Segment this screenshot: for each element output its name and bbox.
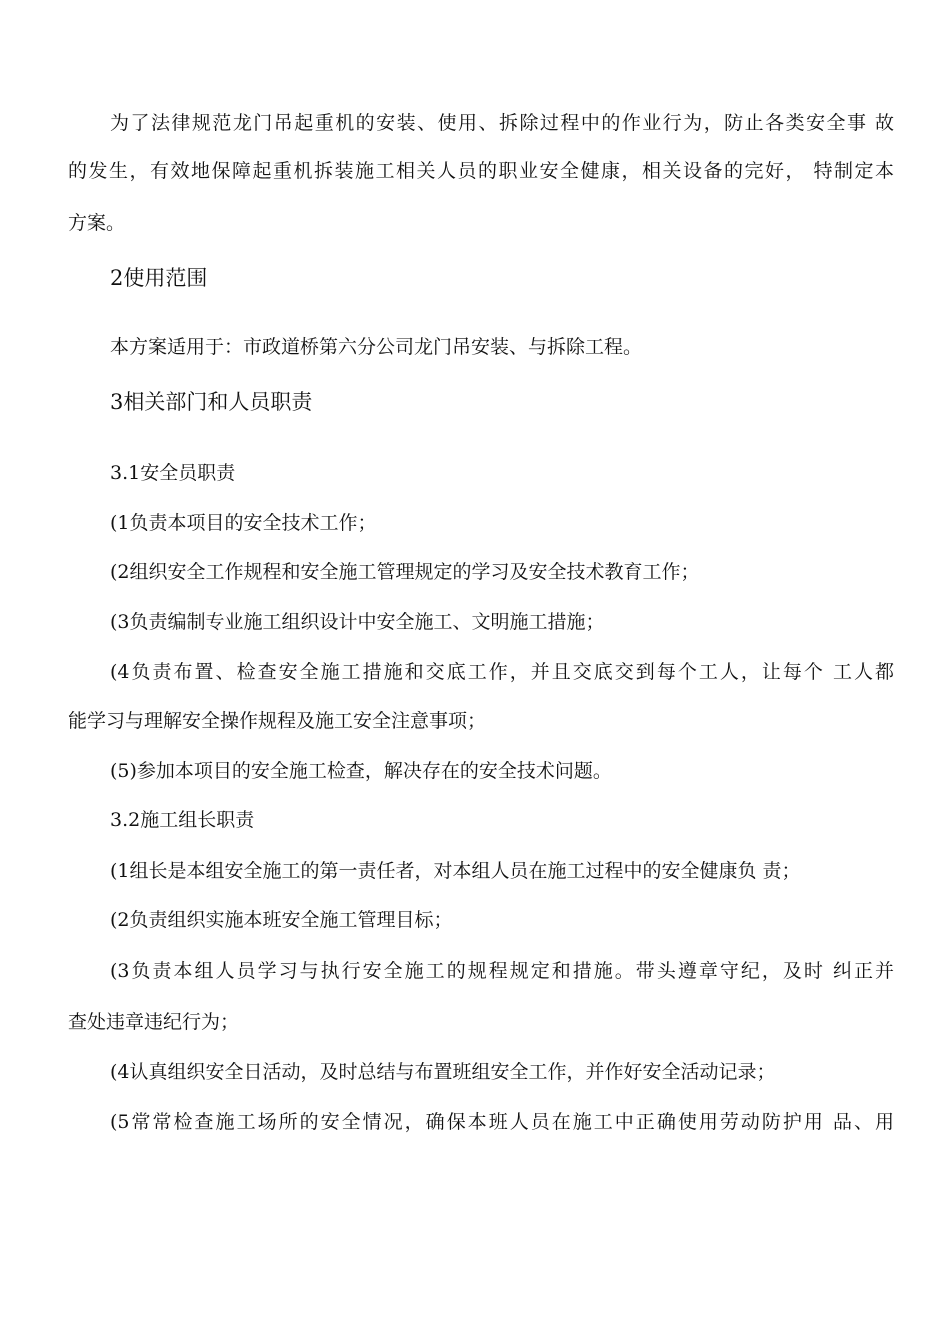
section-3-1-item-1: (1负责本项目的安全技术工作； [110,512,377,534]
section-3-2-item-1: (1组长是本组安全施工的第一责任者，对本组人员在施工过程中的安全健康负 责； [110,860,801,882]
intro-line-2: 的发生，有效地保障起重机拆装施工相关人员的职业安全健康，相关设备的完好， 特制定本 [68,160,894,182]
section-3-1-item-4-line-1: (4负责布置、检查安全施工措施和交底工作，并且交底交到每个工人，让每个 工人都 [110,661,894,683]
section-3-1-item-2: (2组织安全工作规程和安全施工管理规定的学习及安全技术教育工作； [110,561,700,583]
section-3-heading: 3相关部门和人员职责 [110,390,313,414]
section-3-2-item-5-line-1: (5常常检查施工场所的安全情况，确保本班人员在施工中正确使用劳动防护用 品、用 [110,1111,894,1133]
section-3-2-item-3-line-1: (3负责本组人员学习与执行安全施工的规程规定和措施。带头遵章守纪，及时 纠正并 [110,960,894,982]
section-3-2-heading: 3.2施工组长职责 [110,809,255,831]
section-3-2-item-4: (4认真组织安全日活动，及时总结与布置班组安全工作，并作好安全活动记录； [110,1061,776,1083]
section-3-2-item-3-line-2: 查处违章违纪行为； [68,1011,240,1033]
section-3-1-item-4-line-2: 能学习与理解安全操作规程及施工安全注意事项； [68,710,487,732]
intro-line-3: 方案。 [68,212,126,234]
section-3-1-heading: 3.1安全员职责 [110,462,236,484]
section-3-2-item-2: (2负责组织实施本班安全施工管理目标； [110,909,453,931]
section-2-body: 本方案适用于：市政道桥第六分公司龙门吊安装、与拆除工程。 [110,336,643,358]
section-3-1-item-5: (5)参加本项目的安全施工检查，解决存在的安全技术问题。 [110,760,612,782]
section-2-heading: 2使用范围 [110,266,208,290]
section-3-1-item-3: (3负责编制专业施工组织设计中安全施工、文明施工措施； [110,611,605,633]
intro-line-1: 为了法律规范龙门吊起重机的安装、使用、拆除过程中的作业行为，防止各类安全事 故 [110,112,894,134]
